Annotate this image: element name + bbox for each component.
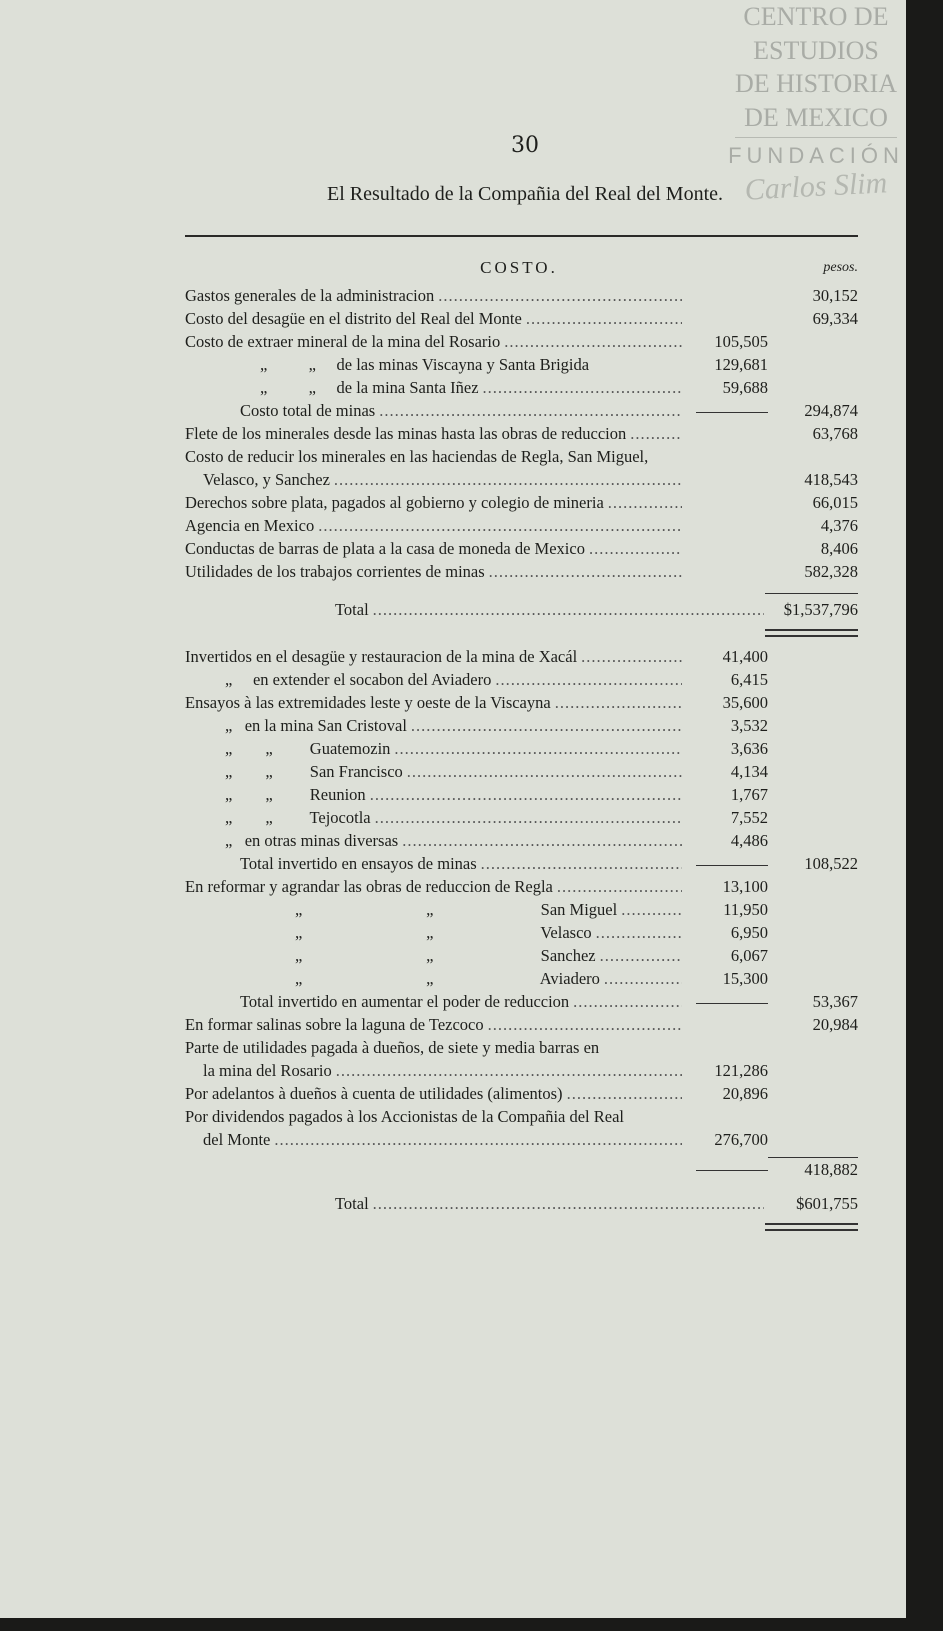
table-row: [185, 353, 858, 376]
total-value: $1,537,796: [783, 600, 858, 619]
row-value: 66,015: [812, 493, 858, 512]
watermark-line: DE HISTORIA: [734, 69, 898, 98]
subtotal-rule: [686, 852, 768, 875]
table-row: [185, 537, 858, 560]
watermark-signature: Carlos Slim: [743, 166, 889, 207]
dot-leader: [628, 1105, 682, 1128]
row-label-cell: [185, 1013, 686, 1036]
dot-leader: [495, 668, 682, 691]
row-subvalue: 3,532: [730, 716, 768, 735]
row-subvalue: 7,552: [730, 808, 768, 827]
row-label: Agencia en Mexico: [185, 516, 315, 535]
row-subvalue: 105,505: [714, 332, 768, 351]
row-label-cell: [185, 967, 686, 990]
row-label: „ „ Sanchez: [295, 946, 596, 965]
row-label: Velasco, y Sanchez: [203, 470, 330, 489]
row-label-cell: [185, 898, 686, 921]
investment-total-row: [185, 1192, 858, 1215]
dot-leader: [555, 691, 682, 714]
dot-leader: [600, 944, 682, 967]
row-label-cell: [185, 422, 686, 445]
table-row: [185, 514, 858, 537]
row-label: „ „ Tejocotla: [225, 808, 371, 827]
row-label-cell: [185, 330, 686, 353]
title-rule: [185, 235, 858, 237]
dot-leader: [567, 1082, 682, 1105]
row-subvalue: 4,486: [730, 831, 768, 850]
row-label-cell: [185, 468, 686, 491]
table-row: [185, 376, 858, 399]
row-label: „ „ Aviadero: [295, 969, 600, 988]
table-row: [185, 898, 858, 921]
row-label: Ensayos à las extremidades leste y oeste de la Viscayna: [185, 693, 551, 712]
row-subvalue: 15,300: [722, 969, 768, 988]
row-label: En reformar y agrandar las obras de reduccion de Regla: [185, 877, 553, 896]
table-row: [185, 284, 858, 307]
row-value: 582,328: [804, 562, 858, 581]
table-row: [185, 645, 858, 668]
row-label: Por adelantos à dueños à cuenta de utilidades (alimentos): [185, 1084, 563, 1103]
row-subvalue: [686, 537, 768, 560]
row-subvalue: 129,681: [714, 355, 768, 374]
table-row: [185, 422, 858, 445]
row-label-cell: [185, 445, 858, 468]
row-value: [768, 806, 858, 829]
row-value: [768, 353, 858, 376]
table-row: [185, 852, 858, 875]
dot-leader: [621, 898, 682, 921]
row-label: „ en extender el socabon del Aviadero: [225, 670, 492, 689]
row-value: 294,874: [804, 401, 858, 420]
row-label: Por dividendos pagados à los Accionistas de la Compañia del Real: [185, 1107, 624, 1126]
row-subvalue: 3,636: [730, 739, 768, 758]
dot-leader: [373, 1192, 764, 1215]
row-label: Gastos generales de la administracion: [185, 286, 435, 305]
row-label: Costo total de minas: [240, 401, 376, 420]
row-subvalue: [686, 1036, 768, 1059]
subtotal-rule: [686, 399, 768, 422]
row-label: En formar salinas sobre la laguna de Tezcoco: [185, 1015, 484, 1034]
table-row: [185, 806, 858, 829]
dot-leader: [581, 645, 682, 668]
row-label: „ en la mina San Cristoval: [225, 716, 407, 735]
section-header: [185, 256, 858, 279]
row-subvalue: [686, 468, 768, 491]
row-label-cell: [185, 944, 686, 967]
dot-leader: [402, 829, 682, 852]
row-subvalue: 35,600: [722, 693, 768, 712]
table-row: [185, 468, 858, 491]
currency-label: pesos.: [823, 260, 858, 275]
dot-leader: [370, 783, 682, 806]
cost-rows: [185, 284, 858, 583]
row-label: Derechos sobre plata, pagados al gobierno y colegio de mineria: [185, 493, 604, 512]
row-subvalue: 41,400: [722, 647, 768, 666]
row-value: 418,882: [768, 1157, 858, 1180]
rule-mark: [696, 412, 768, 413]
table-row: [185, 1013, 858, 1036]
dot-leader: [488, 1013, 682, 1036]
row-subvalue: [686, 1013, 768, 1036]
row-label-cell: [185, 1082, 686, 1105]
double-rule: [765, 1223, 858, 1231]
row-label: „ en otras minas diversas: [225, 831, 399, 850]
row-label: Flete de los minerales desde las minas hasta las obras de reduccion: [185, 424, 627, 443]
table-row: [185, 875, 858, 898]
row-label: del Monte: [203, 1130, 271, 1149]
row-label-cell: [185, 921, 686, 944]
watermark-line: CENTRO DE: [743, 2, 889, 31]
row-label: „ „ Reunion: [225, 785, 366, 804]
dot-leader: [375, 806, 682, 829]
dot-leader: [481, 852, 682, 875]
row-label-cell: [185, 1059, 686, 1082]
dot-leader: [596, 921, 682, 944]
row-subvalue: 276,700: [714, 1130, 768, 1149]
row-value: 63,768: [812, 424, 858, 443]
row-subvalue: 11,950: [723, 900, 768, 919]
table-row: [185, 445, 858, 468]
row-label-cell: [185, 514, 686, 537]
row-label-cell: [185, 537, 686, 560]
row-value: [768, 829, 858, 852]
row-label: la mina del Rosario: [203, 1061, 332, 1080]
row-subvalue: 13,100: [722, 877, 768, 896]
row-label: „ „ Velasco: [295, 923, 592, 942]
dot-leader: [274, 1128, 682, 1151]
table-row: [185, 491, 858, 514]
row-label-cell: [185, 307, 686, 330]
row-value: 20,984: [812, 1015, 858, 1034]
row-value: 108,522: [804, 854, 858, 873]
row-label: Costo de reducir los minerales en las haciendas de Regla, San Miguel,: [185, 447, 649, 466]
row-subvalue: [686, 284, 768, 307]
table-row: [185, 399, 858, 422]
dot-leader: [189, 1157, 682, 1180]
row-label-cell: [185, 760, 686, 783]
dot-leader: [411, 714, 682, 737]
watermark-foundation: FUNDACIÓN: [728, 143, 904, 168]
row-value: 30,152: [812, 286, 858, 305]
table-row: [185, 307, 858, 330]
rule-mark: [696, 1170, 768, 1171]
table-row: [185, 1059, 858, 1082]
dot-leader: [652, 445, 854, 468]
subtotal-rule: [765, 593, 858, 594]
row-value: [768, 1128, 858, 1151]
section-heading: COSTO.: [480, 258, 558, 277]
row-label-cell: [185, 852, 686, 875]
row-subvalue: [686, 422, 768, 445]
dot-leader: [593, 353, 682, 376]
row-value: [768, 376, 858, 399]
row-label-cell: [185, 875, 686, 898]
row-value: [768, 1059, 858, 1082]
rule-mark: [696, 865, 768, 866]
row-label-cell: [185, 829, 686, 852]
row-value: [768, 1082, 858, 1105]
subtotal-rule: [686, 990, 768, 1013]
row-label: „ „ de las minas Viscayna y Santa Brigida: [260, 355, 590, 374]
row-label-cell: [185, 783, 686, 806]
row-label: Costo de extraer mineral de la mina del Rosario: [185, 332, 501, 351]
row-label-cell: [185, 668, 686, 691]
table-row: [185, 967, 858, 990]
row-label-cell: [185, 714, 686, 737]
row-value: [768, 898, 858, 921]
row-value: [768, 783, 858, 806]
row-label: Parte de utilidades pagada à dueños, de siete y media barras en: [185, 1038, 600, 1057]
table-row: [185, 829, 858, 852]
row-label: „ „ de la mina Santa Iñez: [260, 378, 479, 397]
account-sheet: [185, 256, 858, 1239]
dot-leader: [438, 284, 682, 307]
watermark-divider: [735, 137, 897, 138]
scan-border-right: [906, 0, 943, 1631]
table-row: [185, 714, 858, 737]
row-label-cell: [185, 376, 686, 399]
page-number: 30: [511, 133, 539, 158]
table-row: [185, 1036, 858, 1059]
row-label: „ „ San Francisco: [225, 762, 403, 781]
row-label-cell: [185, 691, 686, 714]
row-label-cell: [185, 645, 686, 668]
row-value: [768, 330, 858, 353]
row-subvalue: [686, 307, 768, 330]
row-value: [768, 1105, 858, 1128]
row-label-cell: [185, 1128, 686, 1151]
row-value: 8,406: [820, 539, 858, 558]
subtotal-rule: [686, 1157, 768, 1180]
dot-leader: [334, 468, 682, 491]
row-label-cell: [185, 1157, 686, 1180]
dot-leader: [407, 760, 682, 783]
row-subvalue: [686, 560, 768, 583]
row-value: 53,367: [812, 992, 858, 1011]
row-value: [768, 668, 858, 691]
table-row: [185, 330, 858, 353]
table-row: [185, 760, 858, 783]
row-label-cell: [185, 1036, 686, 1059]
table-row: [185, 1157, 858, 1180]
dot-leader: [604, 967, 682, 990]
table-row: [185, 737, 858, 760]
row-value: [768, 944, 858, 967]
row-subvalue: 59,688: [722, 378, 768, 397]
row-value: [768, 714, 858, 737]
table-row: [185, 783, 858, 806]
dot-leader: [336, 1059, 682, 1082]
row-label: Utilidades de los trabajos corrientes de minas: [185, 562, 485, 581]
row-label: „ „ Guatemozin: [225, 739, 391, 758]
table-row: [185, 990, 858, 1013]
table-row: [185, 1082, 858, 1105]
cost-total-row: [185, 598, 858, 621]
rule-mark: [696, 1003, 768, 1004]
row-label: „ „ San Miguel: [295, 900, 618, 919]
row-subvalue: [686, 514, 768, 537]
table-row: [185, 691, 858, 714]
row-value: [768, 760, 858, 783]
row-value: [768, 645, 858, 668]
row-subvalue: 20,896: [722, 1084, 768, 1103]
row-label-cell: [185, 990, 686, 1013]
dot-leader: [489, 560, 682, 583]
row-label-cell: [185, 399, 686, 422]
row-label: Conductas de barras de plata a la casa de moneda de Mexico: [185, 539, 585, 558]
row-value: [768, 691, 858, 714]
total-value: $601,755: [796, 1194, 858, 1213]
row-value: [768, 737, 858, 760]
row-subvalue: 6,950: [730, 923, 768, 942]
row-label-cell: [185, 353, 686, 376]
row-subvalue: 1,767: [730, 785, 768, 804]
table-row: [185, 668, 858, 691]
watermark-line: ESTUDIOS: [753, 35, 879, 65]
table-row: [185, 944, 858, 967]
total-label: Total: [335, 600, 369, 619]
dot-leader: [483, 376, 682, 399]
dot-leader: [526, 307, 682, 330]
double-rule: [765, 629, 858, 637]
table-row: [185, 1128, 858, 1151]
total-label: Total: [335, 1194, 369, 1213]
row-label: Total invertido en aumentar el poder de reduccion: [240, 992, 570, 1011]
row-subvalue: 6,415: [730, 670, 768, 689]
row-value: [768, 967, 858, 990]
row-subvalue: [686, 491, 768, 514]
page-title: El Resultado de la Compañia del Real del Monte.: [326, 183, 723, 205]
watermark-line: DE MEXICO: [744, 102, 888, 132]
row-label-cell: [185, 1105, 686, 1128]
dot-leader: [603, 1036, 682, 1059]
row-label: Total invertido en ensayos de minas: [240, 854, 477, 873]
row-subvalue: 6,067: [730, 946, 768, 965]
row-label: Invertidos en el desagüe y restauracion de la mina de Xacál: [185, 647, 578, 666]
row-label-cell: [185, 737, 686, 760]
row-label-cell: [185, 491, 686, 514]
table-row: [185, 921, 858, 944]
investment-rows: [185, 645, 858, 1180]
row-label-cell: [185, 560, 686, 583]
row-subvalue: 121,286: [714, 1061, 768, 1080]
dot-leader: [373, 598, 764, 621]
table-row: [185, 1105, 858, 1128]
row-value: 418,543: [804, 470, 858, 489]
table-row: [185, 560, 858, 583]
dot-leader: [318, 514, 682, 537]
row-label-cell: [185, 806, 686, 829]
dot-leader: [504, 330, 682, 353]
row-value: [768, 921, 858, 944]
scan-border-bottom: [0, 1618, 943, 1631]
dot-leader: [608, 491, 682, 514]
dot-leader: [394, 737, 682, 760]
row-value: 4,376: [820, 516, 858, 535]
dot-leader: [589, 537, 682, 560]
row-value: 69,334: [812, 309, 858, 328]
dot-leader: [557, 875, 682, 898]
row-label-cell: [185, 284, 686, 307]
row-subvalue: 4,134: [730, 762, 768, 781]
row-value: [768, 1036, 858, 1059]
dot-leader: [630, 422, 682, 445]
dot-leader: [379, 399, 682, 422]
dot-leader: [573, 990, 682, 1013]
row-label: Costo del desagüe en el distrito del Real del Monte: [185, 309, 522, 328]
row-subvalue: [686, 1105, 768, 1128]
row-value: [768, 875, 858, 898]
